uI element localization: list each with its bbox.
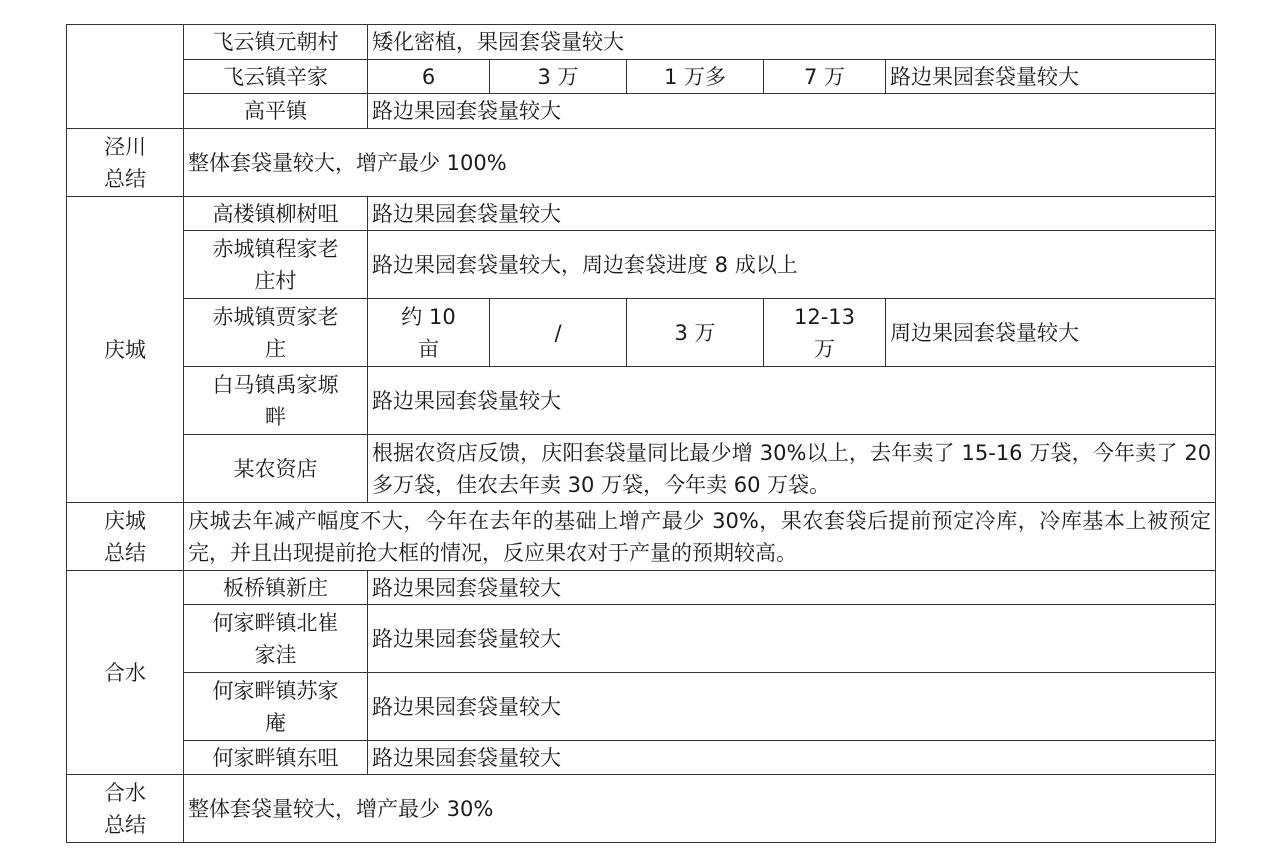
table-row — [67, 94, 1216, 129]
table-row — [67, 25, 1216, 60]
table-row — [67, 197, 1216, 231]
table-row — [67, 60, 1216, 94]
place-cell: 飞云镇辛家 — [184, 60, 368, 94]
note-cell: 路边果园套袋量较大 — [886, 60, 1216, 94]
note-cell: 根据农资店反馈，庆阳套袋量同比最少增 30%以上，去年卖了 15-16 万袋，今年卖了 20 多万袋，佳农去年卖 30 万袋，今年卖 60 万袋。 — [368, 435, 1216, 503]
value-cell: 7 万 — [764, 60, 886, 94]
table-row — [67, 299, 1216, 367]
region-summary-label: 合水 总结 — [67, 775, 184, 843]
table-row — [67, 231, 1216, 299]
value-cell: 6 — [368, 60, 490, 94]
region-cell: 庆城 — [67, 197, 184, 503]
note-cell: 矮化密植，果园套袋量较大 — [368, 25, 1216, 60]
place-cell: 板桥镇新庄 — [184, 571, 368, 605]
value-cell: 3 万 — [627, 299, 764, 367]
region-cell-empty — [67, 25, 184, 129]
note-cell: 周边果园套袋量较大 — [886, 299, 1216, 367]
summary-text: 庆城去年减产幅度不大，今年在去年的基础上增产最少 30%，果农套袋后提前预定冷库，冷库基本上被预定完，并且出现提前抢大框的情况，反应果农对于产量的预期较高。 — [184, 503, 1216, 571]
note-cell: 路边果园套袋量较大 — [368, 367, 1216, 435]
note-cell: 路边果园套袋量较大 — [368, 673, 1216, 741]
place-cell: 赤城镇程家老 庄村 — [184, 231, 368, 299]
place-cell: 赤城镇贾家老 庄 — [184, 299, 368, 367]
place-cell: 白马镇禹家塬 畔 — [184, 367, 368, 435]
place-cell: 何家畔镇东咀 — [184, 741, 368, 775]
summary-row — [67, 129, 1216, 197]
value-cell: / — [490, 299, 627, 367]
note-cell: 路边果园套袋量较大 — [368, 197, 1216, 231]
table-row — [67, 571, 1216, 605]
note-cell: 路边果园套袋量较大 — [368, 605, 1216, 673]
place-cell: 何家畔镇苏家 庵 — [184, 673, 368, 741]
value-cell: 1 万多 — [627, 60, 764, 94]
summary-text: 整体套袋量较大，增产最少 100% — [184, 129, 1216, 197]
table-row — [67, 367, 1216, 435]
note-cell: 路边果园套袋量较大 — [368, 741, 1216, 775]
note-cell: 路边果园套袋量较大，周边套袋进度 8 成以上 — [368, 231, 1216, 299]
value-cell: 12-13 万 — [764, 299, 886, 367]
table-row — [67, 605, 1216, 673]
value-cell: 3 万 — [490, 60, 627, 94]
summary-row — [67, 503, 1216, 571]
value-cell: 约 10 亩 — [368, 299, 490, 367]
place-cell: 高楼镇柳树咀 — [184, 197, 368, 231]
place-cell: 某农资店 — [184, 435, 368, 503]
note-cell: 路边果园套袋量较大 — [368, 94, 1216, 129]
note-cell: 路边果园套袋量较大 — [368, 571, 1216, 605]
place-cell: 高平镇 — [184, 94, 368, 129]
summary-text: 整体套袋量较大，增产最少 30% — [184, 775, 1216, 843]
region-summary-label: 泾川 总结 — [67, 129, 184, 197]
region-summary-label: 庆城 总结 — [67, 503, 184, 571]
survey-table — [66, 24, 1216, 843]
table-row — [67, 673, 1216, 741]
place-cell: 何家畔镇北崔 家洼 — [184, 605, 368, 673]
table-row — [67, 435, 1216, 503]
table-row — [67, 741, 1216, 775]
place-cell: 飞云镇元朝村 — [184, 25, 368, 60]
region-cell: 合水 — [67, 571, 184, 775]
summary-row — [67, 775, 1216, 843]
